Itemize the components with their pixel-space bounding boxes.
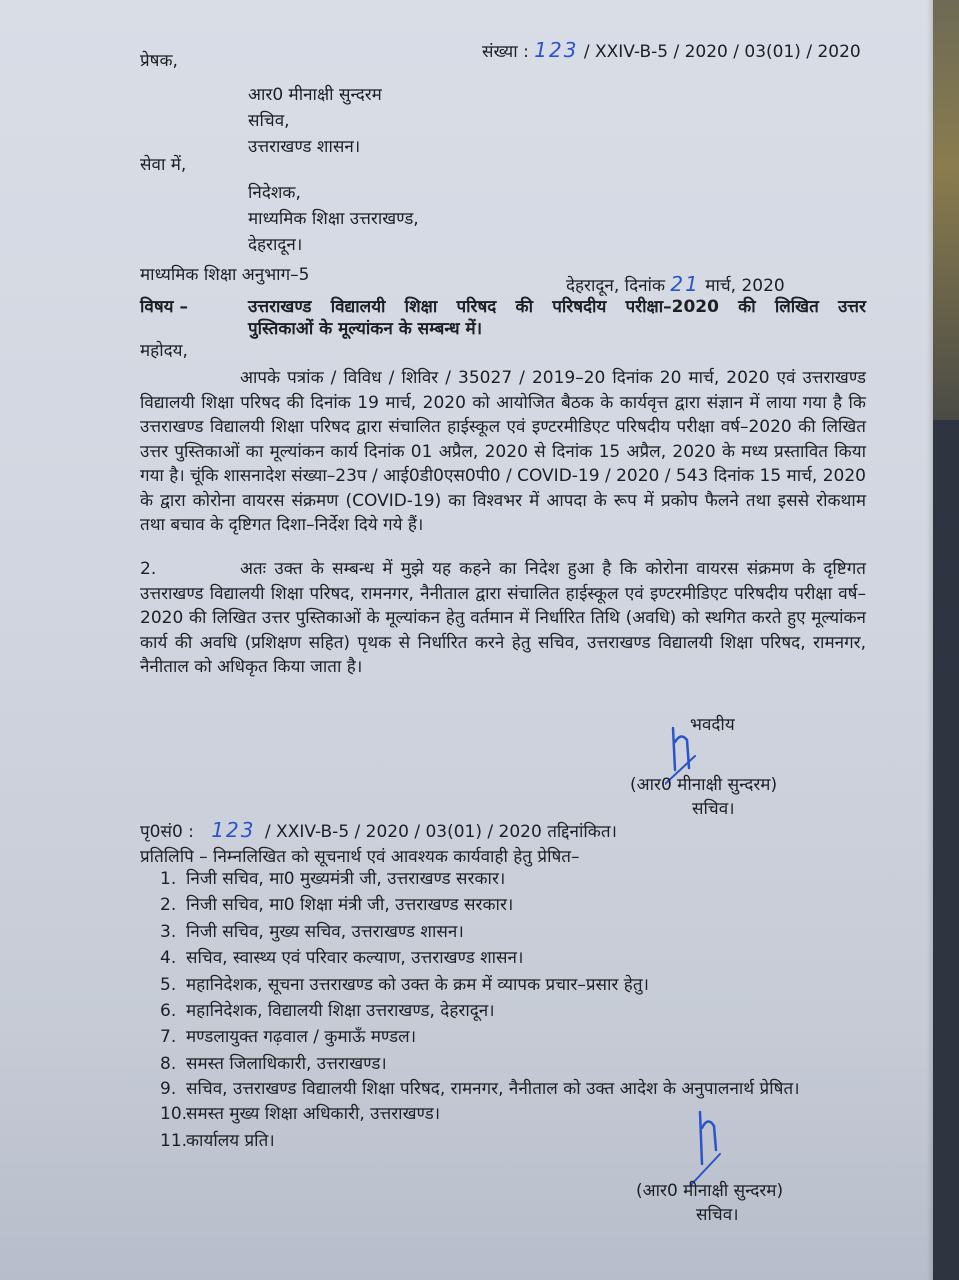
recipient-department: माध्यमिक शिक्षा उत्तराखण्ड,: [248, 209, 419, 229]
section-name: माध्यमिक शिक्षा अनुभाग–5: [140, 265, 310, 285]
list-item: 3. निजी सचिव, मुख्य सचिव, उत्तराखण्ड शासन।: [160, 921, 464, 942]
reference-code: / XXIV-B-5 / 2020 / 03(01) / 2020: [583, 42, 861, 62]
list-item: 4. सचिव, स्वास्थ्य एवं परिवार कल्याण, उत्तराखण्ड शासन।: [160, 948, 524, 969]
sender-label: प्रेषक,: [140, 51, 178, 71]
list-item: 1. निजी सचिव, मा0 मुख्यमंत्री जी, उत्तराखण्ड सरकार।: [160, 869, 506, 889]
copy-to-line: प्रतिलिपि – निम्नलिखित को सूचनार्थ एवं आवश्यक कार्यवाही हेतु प्रेषित–: [140, 847, 580, 867]
endorsement-ref-label: पृ0सं0 :: [140, 822, 194, 842]
reference-label: संख्या :: [482, 42, 529, 62]
handwritten-endorsement-number: 123: [211, 818, 256, 842]
date-line: [566, 272, 785, 296]
reference-number: [482, 38, 861, 62]
date-prefix: देहरादून, दिनांक: [566, 276, 666, 296]
endorsement-signatory-designation: सचिव।: [696, 1205, 739, 1225]
paragraph-number: 2.: [140, 559, 157, 579]
sender-designation: सचिव,: [248, 111, 290, 131]
signature-icon: [688, 1108, 738, 1188]
recipient-city: देहरादून।: [248, 235, 303, 255]
recipient-label: सेवा में,: [140, 155, 187, 175]
salutation: महोदय,: [140, 341, 188, 361]
copy-recipient-list: [160, 866, 870, 1154]
sender-name: आर0 मीनाक्षी सुन्दरम: [248, 85, 382, 105]
handwritten-reference-number: 123: [534, 38, 579, 62]
endorsement-ref-code: / XXIV-B-5 / 2020 / 03(01) / 2020 तद्दिनांकित।: [264, 822, 617, 842]
list-item: 10. समस्त मुख्य शिक्षा अधिकारी, उत्तराखण्ड।: [160, 1104, 441, 1125]
handwritten-date-day: 21: [670, 272, 700, 296]
body-paragraph-1: आपके पत्रांक / विविध / शिविर / 35027 / 2019–20 दिनांक 20 मार्च, 2020 एवं उत्तराखण्ड विद्यालयी शिक्षा परिषद की दिनांक 19 मार्च, 2020 को आयोजित बैठक के कार्यवृत्त द्वारा संज्ञान में लाया गया है कि उत्तराखण्ड विद्यालयी शिक्षा परिषद द्वारा संचालित हाईस्कूल एवं इण्टरमीडिएट परिषदीय परीक्षा वर्ष–2020 की लिखित उत्तर पुस्तिकाओं का मूल्यांकन कार्य दिनांक 01 अप्रैल, 2020 से दिनांक 15 अप्रैल, 2020 के मध्य प्रस्तावित किया गया है। चूंकि शासनादेश संख्या–23प / आई0डी0एस0पी0 / COVID-19 / 2020 / 543 दिनांक 15 मार्च, 2020 के द्वारा कोरोना वायरस संक्रमण (COVID-19) का विश्वभर में आपदा के रूप में प्रकोप फैलने तथा इससे रोकथाम तथा बचाव के दृष्टिगत दिशा–निर्देश दिये गये हैं।: [140, 368, 866, 535]
valediction: भवदीय: [690, 715, 735, 735]
list-item: 9. सचिव, उत्तराखण्ड विद्यालयी शिक्षा परिषद, रामनगर, नैनीताल को उक्त आदेश के अनुपालनार्थ प्रेषित।: [160, 1079, 800, 1100]
endorsement-reference: [140, 818, 617, 842]
signatory-designation: सचिव।: [692, 799, 735, 819]
list-item: 5. महानिदेशक, सूचना उत्तराखण्ड को उक्त के क्रम में व्यापक प्रचार–प्रसार हेतु।: [160, 974, 649, 995]
subject-line-2: पुस्तिकाओं के मूल्यांकन के सम्बन्ध में।: [248, 319, 483, 339]
subject-line-1: उत्तराखण्ड विद्यालयी शिक्षा परिषद की परिषदीय परीक्षा–2020 की लिखित उत्तर: [248, 297, 866, 317]
paragraph-2-text: अतः उक्त के सम्बन्ध में मुझे यह कहने का निदेश हुआ है कि कोरोना वायरस संक्रमण के दृष्टिगत उत्तराखण्ड विद्यालयी शिक्षा परिषद, रामनगर, नैनीताल द्वारा संचालित हाईस्कूल एवं इण्टरमीडिएट परिषदीय परीक्षा वर्ष–2020 की लिखित उत्तर पुस्तिकाओं के मूल्यांकन हेतु वर्तमान में निर्धारित तिथि (अवधि) को स्थगित करते हुए मूल्यांकन कार्य की अवधि (प्रशिक्षण सहित) पृथक से निर्धारित करने हेतु सचिव, उत्तराखण्ड विद्यालयी शिक्षा परिषद, रामनगर, नैनीताल को अधिकृत किया जाता है।: [140, 559, 866, 677]
body-paragraph-2: [140, 557, 866, 680]
endorsement-signatory-name: (आर0 मीनाक्षी सुन्दरम): [636, 1181, 784, 1201]
list-item: 7. मण्डलायुक्त गढ़वाल / कुमाऊँ मण्डल।: [160, 1027, 417, 1048]
list-item: 6. महानिदेशक, विद्यालयी शिक्षा उत्तराखण्ड, देहरादून।: [160, 1001, 495, 1022]
signatory-name: (आर0 मीनाक्षी सुन्दरम): [630, 775, 778, 795]
list-item: 2. निजी सचिव, मा0 शिक्षा मंत्री जी, उत्तराखण्ड सरकार।: [160, 895, 514, 916]
date-suffix: मार्च, 2020: [705, 276, 785, 296]
subject-label: विषय –: [140, 297, 188, 317]
sender-office: उत्तराखण्ड शासन।: [248, 137, 361, 157]
list-item: 8. समस्त जिलाधिकारी, उत्तराखण्ड।: [160, 1053, 387, 1074]
list-item: 11. कार्यालय प्रति।: [160, 1130, 275, 1151]
recipient-title: निदेशक,: [248, 183, 301, 203]
